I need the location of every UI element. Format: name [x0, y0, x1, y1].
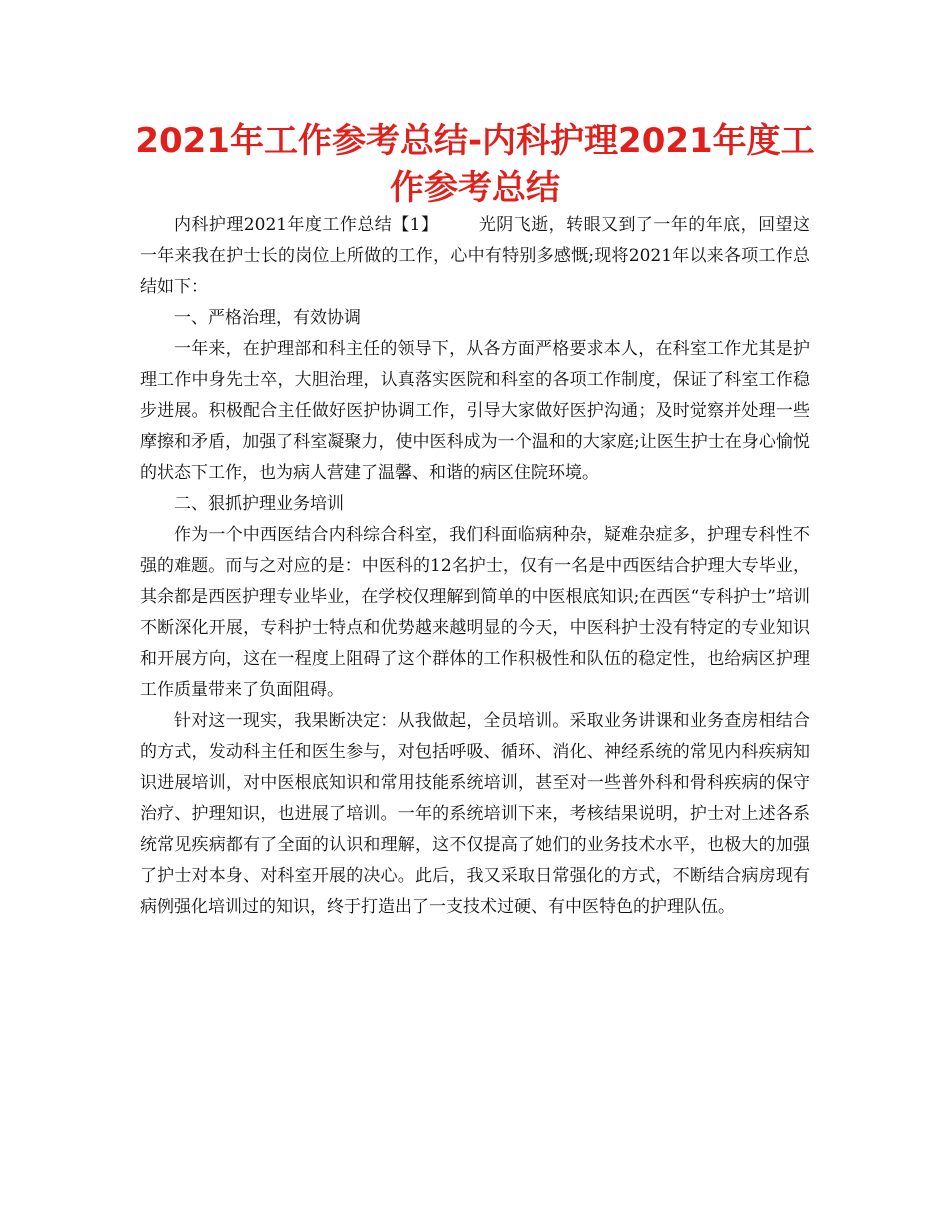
document-body — [140, 210, 810, 923]
section2-paragraph-1: 作为一个中西医结合内科综合科室，我们科面临病种杂，疑难杂症多，护理专科性不强的难题。而与之对应的是：中医科的12名护士，仅有一名是中西医结合护理大专毕业，其余都是西医护理专业毕业，在学校仅理解到简单的中医根底知识;在西医“专科护士”培训不断深化开展，专科护士特点和优势越来越明显的今天，中医科护士没有特定的专业知识和开展方向，这在一程度上阻碍了这个群体的工作积极性和队伍的稳定性，也给病区护理工作质量带来了负面阻碍。 — [140, 525, 810, 700]
section2-heading: 二、狠抓护理业务培训 — [174, 494, 344, 514]
section1-heading: 一、严格治理，有效协调 — [174, 308, 361, 328]
intro-heading: 内科护理2021年度工作总结【1】 — [174, 215, 439, 235]
document-title: 2021年工作参考总结-内科护理2021年度工作参考总结 — [135, 121, 815, 208]
intro-text: 光阴飞逝，转眼又到了一年的年底，回望这一年来我在护士长的岗位上所做的工作，心中有特别多感慨;现将2021年以来各项工作总结如下： — [140, 215, 810, 297]
intro-paragraph — [140, 210, 810, 303]
section1-paragraph: 一年来，在护理部和科主任的领导下，从各方面严格要求本人，在科室工作尤其是护理工作中身先士卒，大胆治理，认真落实医院和科室的各项工作制度，保证了科室工作稳步进展。积极配合主任做好医护协调工作，引导大家做好医护沟通；及时觉察并处理一些摩擦和矛盾，加强了科室凝聚力，使中医科成为一个温和的大家庭;让医生护士在身心愉悦的状态下工作，也为病人营建了温馨、和谐的病区住院环境。 — [140, 339, 810, 483]
section2-paragraph-2: 针对这一现实，我果断决定：从我做起，全员培训。采取业务讲课和业务查房相结合的方式，发动科主任和医生参与，对包括呼吸、循环、消化、神经系统的常见内科疾病知识进展培训，对中医根底知识和常用技能系统培训，甚至对一些普外科和骨科疾病的保守治疗、护理知识，也进展了培训。一年的系统培训下来，考核结果说明，护士对上述各系统常见疾病都有了全面的认识和理解，这不仅提高了她们的业务技术水平，也极大的加强了护士对本身、对科室开展的决心。此后，我又采取日常强化的方式，不断结合病房现有病例强化培训过的知识，终于打造出了一支技术过硬、有中医特色的护理队伍。 — [140, 711, 810, 917]
